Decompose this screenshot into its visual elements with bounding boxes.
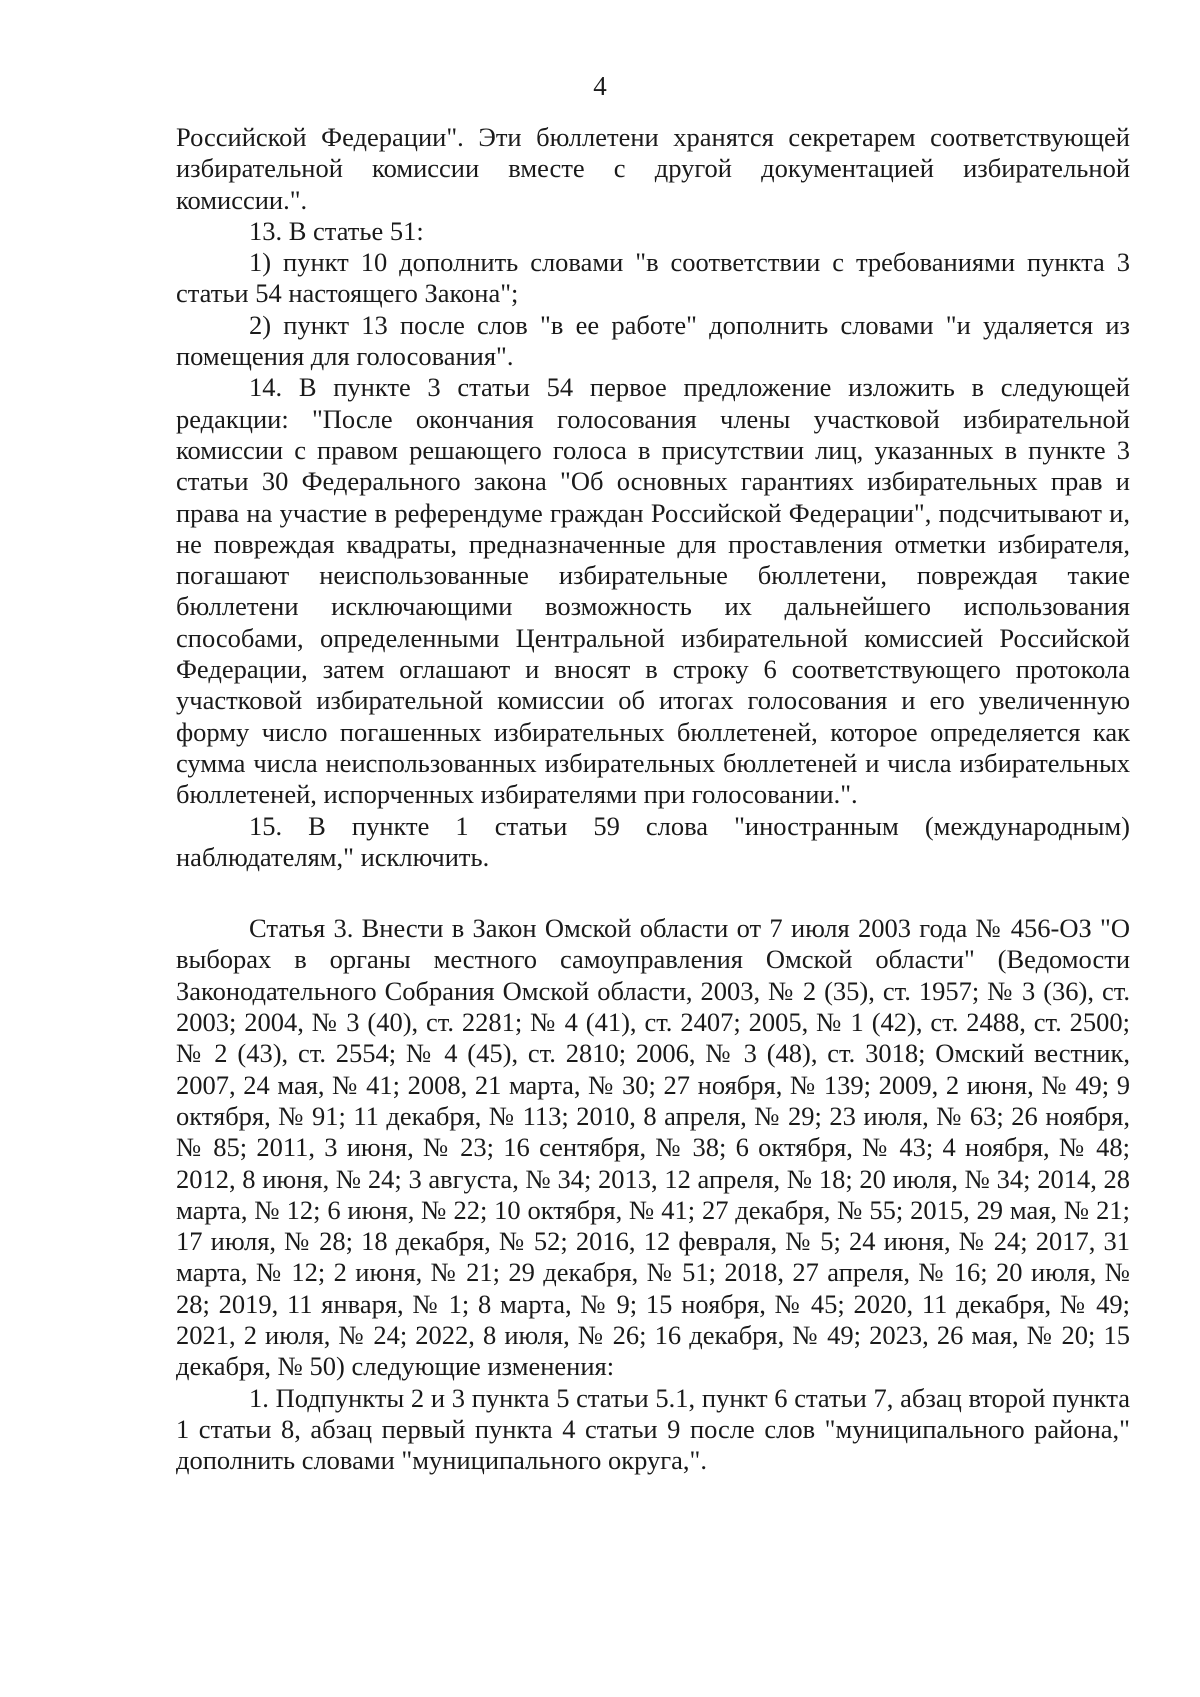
paragraph-continuation: Российской Федерации". Эти бюллетени хранятся секретарем соответствующей избирательной комиссии вместе с другой документацией избирательной комиссии.".: [176, 122, 1130, 215]
paragraph-subitem-1: 1) пункт 10 дополнить словами "в соответствии с требованиями пункта 3 статьи 54 настоящего Закона";: [176, 247, 1130, 309]
document-body: [176, 122, 1130, 1476]
paragraph-item-15: 15. В пункте 1 статьи 59 слова "иностранным (международным) наблюдателям," исключить.: [176, 810, 1130, 872]
paragraph-item-14: 14. В пункте 3 статьи 54 первое предложение изложить в следующей редакции: "После окончания голосования члены участковой избирательной комиссии с правом решающего голоса в присутствии лиц, указанных в пункте 3 статьи 30 Федерального закона "Об основных гарантиях избирательных прав и права на участие в референдуме граждан Российской Федерации", подсчитывают и, не повреждая квадраты, предназначенные для проставления отметки избирателя, погашают неиспользованные избирательные бюллетени, повреждая такие бюллетени исключающими возможность их дальнейшего использования способами, определенными Центральной избирательной комиссией Российской Федерации, затем оглашают и вносят в строку 6 соответствующего протокола участковой избирательной комиссии об итогах голосования и его увеличенную форму число погашенных избирательных бюллетеней, которое определяется как сумма числа неиспользованных избирательных бюллетеней и числа избирательных бюллетеней, испорченных избирателями при голосовании.".: [176, 372, 1130, 810]
paragraph-item-13: 13. В статье 51:: [249, 215, 424, 246]
paragraph-article-3-item-1: 1. Подпункты 2 и 3 пункта 5 статьи 5.1, пункт 6 статьи 7, абзац второй пункта 1 статьи 8, абзац первый пункта 4 статьи 9 после слов "муниципального района," дополнить словами "муниципального округа,".: [176, 1382, 1130, 1476]
page-number: 4: [593, 71, 607, 101]
paragraph-subitem-2: 2) пункт 13 после слов "в ее работе" дополнить словами "и удаляется из помещения для голосования".: [176, 309, 1130, 372]
paragraph-article-3: Статья 3. Внести в Закон Омской области от 7 июля 2003 года № 456-ОЗ "О выборах в органы местного самоуправления Омской области" (Ведомости Законодательного Собрания Омской области, 2003, № 2 (35), ст. 1957; № 3 (36), ст. 2003; 2004, № 3 (40), ст. 2281; № 4 (41), ст. 2407; 2005, № 1 (42), ст. 2488, ст. 2500; № 2 (43), ст. 2554; № 4 (45), ст. 2810; 2006, № 3 (48), ст. 3018; Омский вестник, 2007, 24 мая, № 41; 2008, 21 марта, № 30; 27 ноября, № 139; 2009, 2 июня, № 49; 9 октября, № 91; 11 декабря, № 113; 2010, 8 апреля, № 29; 23 июля, № 63; 26 ноября, № 85; 2011, 3 июня, № 23; 16 сентября, № 38; 6 октября, № 43; 4 ноября, № 48; 2012, 8 июня, № 24; 3 августа, № 34; 2013, 12 апреля, № 18; 20 июля, № 34; 2014, 28 марта, № 12; 6 июня, № 22; 10 октября, № 41; 27 декабря, № 55; 2015, 29 мая, № 21; 17 июля, № 28; 18 декабря, № 52; 2016, 12 февраля, № 5; 24 июня, № 24; 2017, 31 марта, № 12; 2 июня, № 21; 29 декабря, № 51; 2018, 27 апреля, № 16; 20 июля, № 28; 2019, 11 января, № 1; 8 марта, № 9; 15 ноября, № 45; 2020, 11 декабря, № 49; 2021, 2 июля, № 24; 2022, 8 июля, № 26; 16 декабря, № 49; 2023, 26 мая, № 20; 15 декабря, № 50) следующие изменения:: [176, 913, 1130, 1382]
